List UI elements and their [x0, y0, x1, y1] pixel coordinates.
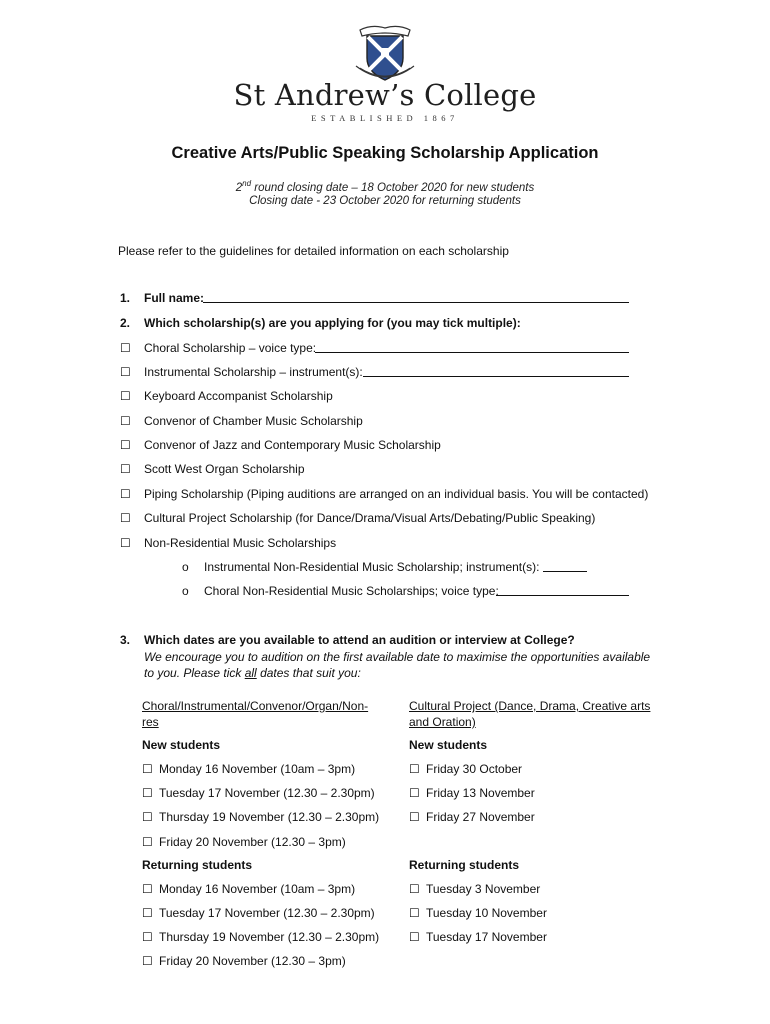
date-option: Tuesday 17 November (12.30 – 2.30pm)	[159, 906, 375, 920]
question-number: 3.	[120, 633, 131, 647]
checkbox[interactable]: ☐	[142, 882, 153, 896]
checkbox[interactable]: ☐	[120, 365, 131, 379]
option-label: Choral Scholarship – voice type:	[144, 341, 317, 355]
option-label: Instrumental Scholarship – instrument(s):	[144, 365, 363, 379]
checkbox[interactable]: ☐	[142, 835, 153, 849]
date-option: Monday 16 November (10am – 3pm)	[159, 762, 356, 776]
option-label: Convenor of Chamber Music Scholarship	[144, 414, 363, 428]
checkbox[interactable]: ☐	[120, 414, 131, 428]
college-crest-logo	[352, 22, 418, 84]
checkbox[interactable]: ☐	[120, 536, 131, 550]
checkbox[interactable]: ☐	[120, 389, 131, 403]
date-option: Thursday 19 November (12.30 – 2.30pm)	[159, 810, 380, 824]
checkbox[interactable]: ☐	[409, 882, 420, 896]
checkbox[interactable]: ☐	[409, 786, 420, 800]
checkbox[interactable]: ☐	[409, 906, 420, 920]
checkbox[interactable]: ☐	[142, 810, 153, 824]
option-label: Keyboard Accompanist Scholarship	[144, 389, 333, 403]
option-label: Piping Scholarship (Piping auditions are arranged on an individual basis. You will be contacted)	[144, 487, 649, 501]
full-name-field[interactable]	[203, 291, 629, 303]
returning-students-label: Returning students	[142, 858, 252, 872]
sub-option-label: Instrumental Non-Residential Music Scholarship; instrument(s):	[204, 560, 540, 574]
option-label: Scott West Organ Scholarship	[144, 462, 305, 476]
date-option: Monday 16 November (10am – 3pm)	[159, 882, 356, 896]
date-option: Friday 27 November	[426, 810, 535, 824]
checkbox[interactable]: ☐	[142, 786, 153, 800]
college-name: St Andrew’s College	[233, 78, 537, 112]
checkbox[interactable]: ☐	[409, 930, 420, 944]
sub-bullet: o	[182, 584, 189, 598]
sub-option-label: Choral Non-Residential Music Scholarships; voice type:	[204, 584, 499, 598]
option-label: Convenor of Jazz and Contemporary Music Scholarship	[144, 438, 441, 452]
checkbox[interactable]: ☐	[120, 438, 131, 452]
date-option: Friday 13 November	[426, 786, 535, 800]
checkbox[interactable]: ☐	[120, 462, 131, 476]
page-title: Creative Arts/Public Speaking Scholarship Application	[171, 144, 599, 162]
non-res-voice-type-field[interactable]	[496, 584, 629, 596]
non-res-instrument-field[interactable]	[543, 560, 587, 572]
date-option: Tuesday 17 November (12.30 – 2.30pm)	[159, 786, 375, 800]
option-label: Non-Residential Music Scholarships	[144, 536, 337, 550]
full-name-label: Full name:	[144, 291, 205, 305]
question-number: 2.	[120, 316, 131, 330]
checkbox[interactable]: ☐	[142, 906, 153, 920]
scholarship-question: Which scholarship(s) are you applying for (you may tick multiple):	[144, 316, 521, 330]
checkbox[interactable]: ☐	[120, 511, 131, 525]
sub-bullet: o	[182, 560, 189, 574]
date-option: Tuesday 10 November	[426, 906, 547, 920]
intro-text: Please refer to the guidelines for detailed information on each scholarship	[118, 244, 509, 258]
date-option: Thursday 19 November (12.30 – 2.30pm)	[159, 930, 380, 944]
new-students-label: New students	[409, 738, 488, 752]
left-column-heading: Choral/Instrumental/Convenor/Organ/Non- res	[142, 699, 369, 729]
established-tagline: ESTABLISHED 1867	[311, 113, 459, 123]
date-option: Friday 20 November (12.30 – 3pm)	[159, 835, 346, 849]
checkbox[interactable]: ☐	[142, 930, 153, 944]
voice-type-field[interactable]	[315, 341, 629, 353]
audition-note: We encourage you to audition on the first available date to maximise the opportunities available	[144, 650, 651, 664]
instrument-field[interactable]	[363, 365, 629, 377]
second-round-date: 2nd round closing date – 18 October 2020 for new students	[235, 179, 535, 194]
audition-question: Which dates are you available to attend an audition or interview at College?	[144, 633, 575, 647]
option-label: Cultural Project Scholarship (for Dance/Drama/Visual Arts/Debating/Public Speaking)	[144, 511, 596, 525]
checkbox[interactable]: ☐	[409, 762, 420, 776]
new-students-label: New students	[142, 738, 221, 752]
date-option: Friday 20 November (12.30 – 3pm)	[159, 954, 346, 968]
audition-note: to you. Please tick all dates that suit you:	[144, 666, 361, 680]
checkbox[interactable]: ☐	[142, 762, 153, 776]
closing-date: Closing date - 23 October 2020 for returning students	[249, 195, 521, 207]
checkbox[interactable]: ☐	[120, 487, 131, 501]
right-column-heading: Cultural Project (Dance, Drama, Creative arts and Oration)	[409, 699, 651, 729]
date-option: Friday 30 October	[426, 762, 523, 776]
checkbox[interactable]: ☐	[120, 341, 131, 355]
returning-students-label: Returning students	[409, 858, 519, 872]
checkbox[interactable]: ☐	[142, 954, 153, 968]
checkbox[interactable]: ☐	[409, 810, 420, 824]
date-option: Tuesday 17 November	[426, 930, 547, 944]
date-option: Tuesday 3 November	[426, 882, 541, 896]
question-number: 1.	[120, 291, 131, 305]
